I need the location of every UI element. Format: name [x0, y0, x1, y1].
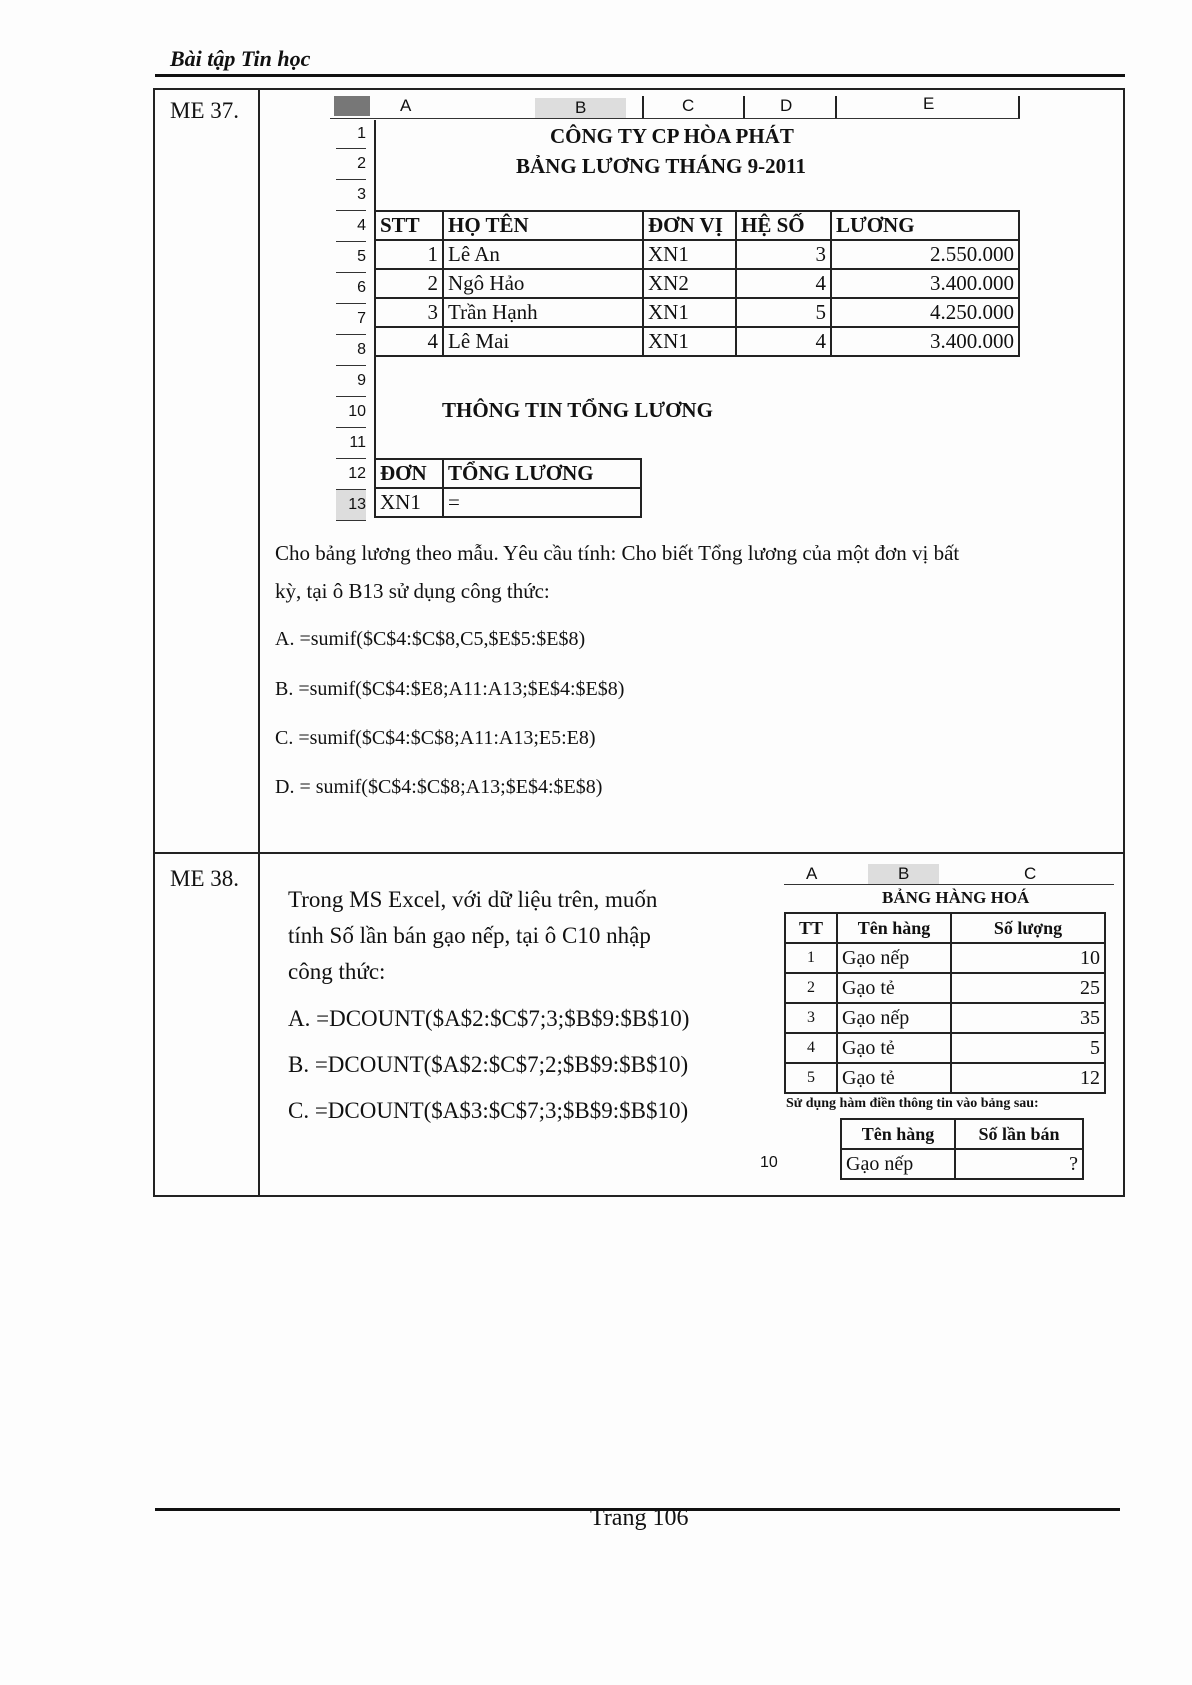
question-label-me37: ME 37.	[170, 98, 239, 123]
row-number: 13	[336, 490, 366, 521]
cell-don-vi: XN1	[643, 327, 736, 356]
me37-option-b: B. =sumif($C$4:$E8;A11:A13;$E$4:$E$8)	[275, 678, 625, 700]
header-divider	[155, 74, 1125, 77]
cell-tt: 3	[785, 1003, 837, 1033]
cell-so-luong: 5	[951, 1033, 1105, 1063]
cell-luong: 4.250.000	[831, 298, 1019, 327]
cell-ho-ten: Lê An	[443, 240, 643, 269]
cell-ho-ten: Lê Mai	[443, 327, 643, 356]
summary-header-row	[375, 459, 641, 488]
row-number: 7	[336, 304, 366, 335]
cell-don-vi: XN2	[643, 269, 736, 298]
table-row	[375, 269, 1019, 298]
row-number: 4	[336, 211, 366, 242]
cell-so-luong: 25	[951, 973, 1105, 1003]
header-ho-ten: HỌ TÊN	[443, 211, 643, 240]
cell-stt: 4	[375, 327, 443, 356]
header-so-lan-ban: Số lần bán	[955, 1119, 1083, 1149]
col-header-c: C	[1024, 864, 1037, 883]
header-he-so: HỆ SỐ	[736, 211, 831, 240]
col-sep	[642, 96, 644, 118]
col-header-b: B	[868, 864, 939, 884]
salary-sheet-title: BẢNG LƯƠNG THÁNG 9-2011	[516, 154, 806, 178]
table-header-row	[785, 913, 1105, 943]
summary-table	[374, 458, 642, 518]
cell-ho-ten: Trần Hạnh	[443, 298, 643, 327]
cell-tt: 5	[785, 1063, 837, 1093]
page-number: Trang 106	[590, 1505, 689, 1531]
row-number: 3	[336, 180, 366, 211]
table-row	[785, 1033, 1105, 1063]
row-number: 8	[336, 335, 366, 366]
table-row	[375, 240, 1019, 269]
col-header-b: B	[535, 98, 626, 118]
cell-so-luong: 10	[951, 943, 1105, 973]
row-number: 10	[336, 397, 366, 428]
summary-row	[375, 488, 641, 517]
me38-question-line-2: tính Số lần bán gạo nếp, tại ô C10 nhập	[288, 923, 651, 948]
cell-he-so: 5	[736, 298, 831, 327]
salary-table	[374, 210, 1020, 357]
header-tt: TT	[785, 913, 837, 943]
col-sep	[835, 96, 837, 118]
cell-stt: 3	[375, 298, 443, 327]
column-header-bar	[330, 94, 1020, 119]
goods-table	[784, 912, 1106, 1094]
me37-option-a: A. =sumif($C$4:$C$8,C5,$E$5:$E$8)	[275, 628, 586, 650]
row-number: 11	[336, 428, 366, 459]
table-row	[785, 973, 1105, 1003]
col-header-a: A	[400, 96, 412, 115]
row-number: 1	[336, 120, 366, 149]
header-don: ĐƠN	[375, 459, 443, 488]
header-tong-luong: TỔNG LƯƠNG	[443, 459, 641, 488]
cell-tt: 1	[785, 943, 837, 973]
row-number: 5	[336, 242, 366, 273]
cell-don-vi: XN1	[643, 298, 736, 327]
row-number: 9	[336, 366, 366, 397]
cell-so-luong: 12	[951, 1063, 1105, 1093]
col-header-e: E	[923, 94, 935, 113]
table-row	[785, 943, 1105, 973]
row-number: 12	[336, 459, 366, 490]
table-row	[785, 1003, 1105, 1033]
column-header-bar	[784, 862, 1114, 885]
cell-luong: 3.400.000	[831, 327, 1019, 356]
row-number-column	[336, 120, 374, 521]
cell-tt: 2	[785, 973, 837, 1003]
me38-option-b: B. =DCOUNT($A$2:$C$7;2;$B$9:$B$10)	[288, 1052, 689, 1077]
cell-ten-hang: Gạo tẻ	[837, 973, 951, 1003]
table-row	[375, 327, 1019, 356]
header-stt: STT	[375, 211, 443, 240]
header-don-vi: ĐƠN VỊ	[643, 211, 736, 240]
cell-don-vi: XN1	[375, 488, 443, 517]
col-header-d: D	[780, 96, 793, 115]
cell-ten-hang: Gạo tẻ	[837, 1063, 951, 1093]
me38-spreadsheet	[760, 862, 1115, 1192]
me37-option-c: C. =sumif($C$4:$C$8;A11:A13;E5:E8)	[275, 727, 596, 749]
result-table	[840, 1118, 1084, 1180]
col-sep	[743, 96, 745, 118]
page-header: Bài tập Tin học	[170, 46, 311, 71]
cell-stt: 1	[375, 240, 443, 269]
header-ten-hang: Tên hàng	[841, 1119, 955, 1149]
me38-option-c: C. =DCOUNT($A$3:$C$7;3;$B$9:$B$10)	[288, 1098, 689, 1123]
company-name: CÔNG TY CP HÒA PHÁT	[550, 124, 794, 148]
row-divider	[153, 852, 1123, 854]
row-number: 10	[760, 1154, 778, 1171]
question-label-me38: ME 38.	[170, 866, 239, 891]
header-so-luong: Số lượng	[951, 913, 1105, 943]
cell-ten-hang: Gạo nếp	[837, 943, 951, 973]
header-ten-hang: Tên hàng	[837, 913, 951, 943]
select-all-corner	[334, 96, 370, 116]
row-number: 2	[336, 149, 366, 180]
instruction-text: Sử dụng hàm điền thông tin vào bảng sau:	[786, 1096, 1039, 1111]
cell-so-luong: 35	[951, 1003, 1105, 1033]
cell-ten-hang: Gạo tẻ	[837, 1033, 951, 1063]
label-column-divider	[258, 88, 260, 1195]
me38-question-line-1: Trong MS Excel, với dữ liệu trên, muốn	[288, 887, 658, 912]
me37-spreadsheet	[330, 94, 1030, 524]
cell-don-vi: XN1	[643, 240, 736, 269]
cell-stt: 2	[375, 269, 443, 298]
me37-question-line-1: Cho bảng lương theo mẫu. Yêu cầu tính: Cho biết Tổng lương của một đơn vị bất	[275, 541, 960, 565]
col-header-a: A	[806, 864, 818, 883]
cell-luong: 3.400.000	[831, 269, 1019, 298]
table-row	[375, 298, 1019, 327]
cell-ho-ten: Ngô Hảo	[443, 269, 643, 298]
cell-tt: 4	[785, 1033, 837, 1063]
table-row	[785, 1063, 1105, 1093]
table-header-row	[375, 211, 1019, 240]
col-sep	[1018, 96, 1020, 118]
row-number: 6	[336, 273, 366, 304]
cell-he-so: 4	[736, 269, 831, 298]
result-header-row	[841, 1119, 1083, 1149]
goods-sheet-title: BẢNG HÀNG HOÁ	[882, 888, 1030, 907]
summary-title: THÔNG TIN TỔNG LƯƠNG	[442, 398, 713, 422]
me37-question-line-2: kỳ, tại ô B13 sử dụng công thức:	[275, 579, 550, 603]
cell-he-so: 3	[736, 240, 831, 269]
header-luong: LƯƠNG	[831, 211, 1019, 240]
me38-question-line-3: công thức:	[288, 959, 386, 984]
me38-option-a: A. =DCOUNT($A$2:$C$7;3;$B$9:$B$10)	[288, 1006, 690, 1031]
result-row	[841, 1149, 1083, 1179]
cell-ten-hang: Gạo nếp	[841, 1149, 955, 1179]
cell-ten-hang: Gạo nếp	[837, 1003, 951, 1033]
cell-formula: =	[443, 488, 641, 517]
cell-he-so: 4	[736, 327, 831, 356]
me37-option-d: D. = sumif($C$4:$C$8;A13;$E$4:$E$8)	[275, 776, 603, 798]
cell-luong: 2.550.000	[831, 240, 1019, 269]
col-header-c: C	[682, 96, 695, 115]
cell-so-lan-ban: ?	[955, 1149, 1083, 1179]
